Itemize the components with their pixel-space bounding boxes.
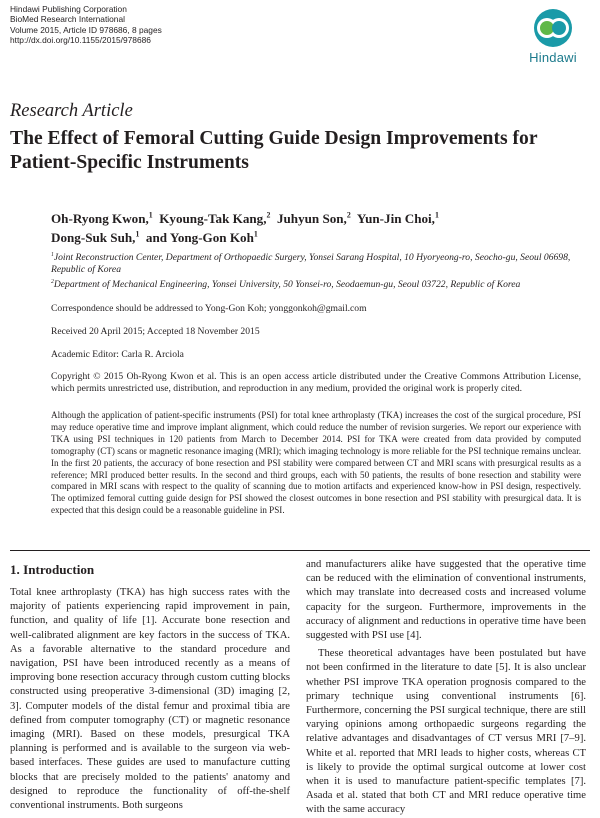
author: Kyoung-Tak Kang,$^2$ (159, 210, 271, 226)
affiliations (51, 252, 571, 295)
doi-link[interactable]: http://dx.doi.org/10.1155/2015/978686 (10, 35, 151, 46)
paragraph: These theoretical advantages have been postulated but have not been confirmed in the literature to date [5]. It is also unclear whether PSI improve TKA operation prognosis compared to the primary technique using conventional instruments [6]. Furthermore, concerning the PSI surgical technique, there are still varying opinions among orthopaedic surgeons regarding the relative advantages and disadvantages of CT versus MRI [7–9]. White et al. reported that MRI leads to higher costs, whereas CT is likely to provide the optimal surgical outcome at lower cost when it is used to manufacture patient-specific templates [7]. Asada et al. stated that both CT and MRI reduce operative time with the same accuracy (306, 648, 586, 816)
publication-info (10, 4, 162, 46)
author: and Yong-Gon Koh$^1$ (145, 229, 258, 245)
journal-name: BioMed Research International (10, 14, 125, 25)
author: Juhyun Son,$^2$ (276, 210, 351, 226)
copyright-notice: Copyright © 2015 Oh-Ryong Kwon et al. This is an open access article distributed under the Creative Commons Attribution License, which permits unrestricted use, distribution, and reproduction in any medium, provided the original work is properly cited. (51, 371, 581, 395)
paper-title: The Effect of Femoral Cutting Guide Design Improvements for Patient-Specific Instruments (10, 128, 538, 173)
left-column (10, 586, 290, 813)
right-column (306, 558, 586, 818)
author-list (51, 209, 571, 247)
article-type: Research Article (10, 101, 133, 121)
affiliation: $^2$Department of Mechanical Engineering, Yonsei University, 50 Yonsei-ro, Seodaemun-gu, Seoul 03722, Republic of Korea (51, 279, 521, 291)
author: Dong-Suk Suh,$^1$ (51, 229, 140, 245)
academic-editor: Academic Editor: Carla R. Arciola (51, 349, 184, 360)
paragraph: Total knee arthroplasty (TKA) has high success rates with the majority of patients experiencing rapid improvement in pain, function, and quality of life [1]. Accurate bone resection and well-calibrated alignment are key factors in the success of TKA. As a favorable alternative to the standard procedure and navigation, PSI have been introduced recently as a means of improving bone resection accuracy through custom cutting blocks constructed using preoperative 3-dimensional (3D) imaging [2, 3]. Computer models of the distal femur and proximal tibia are defined from computer tomography (CT) or magnetic resonance imaging (MRI). Based on these models, presurgical TKA planning is performed and is available to the surgeon via web-based interfaces. These guides are used to manufacture cutting blocks that are precisely molded to the patients' anatomy and designed to reproduce the functionality of off-the-shelf conventional instruments. Both surgeons (10, 587, 290, 812)
hindawi-logo-icon (520, 6, 586, 50)
volume-info: Volume 2015, Article ID 978686, 8 pages (10, 24, 162, 35)
paragraph: and manufacturers alike have suggested that the operative time can be reduced with the elimination of conventional instruments, which may translate into decreased costs and increased volume capacity for the surgeon. Furthermore, improvements in the accuracy of alignment and reductions in operative time have been suggested with PSI use [4]. (306, 559, 586, 642)
logo-text: Hindawi (529, 50, 577, 65)
affiliation: $^1$Joint Reconstruction Center, Department of Orthopaedic Surgery, Yonsei Sarang Hospital, 10 Hyoryeong-ro, Seocho-gu, Seoul 06698, Republic of Korea (51, 251, 571, 276)
received-dates: Received 20 April 2015; Accepted 18 November 2015 (51, 326, 260, 337)
publisher-name: Hindawi Publishing Corporation (10, 4, 127, 14)
author: Yun-Jin Choi,$^1$ (356, 210, 439, 226)
divider (10, 550, 590, 551)
author: Oh-Ryong Kwon,$^1$ (51, 210, 153, 226)
correspondence: Correspondence should be addressed to Yong-Gon Koh; yonggonkoh@gmail.com (51, 303, 367, 314)
hindawi-logo (520, 6, 586, 66)
abstract: Although the application of patient-specific instruments (PSI) for total knee arthroplasty (TKA) increases the cost of the surgical procedure, PSI may reduce operative time and improve implant alignment, which could reduce the number of revision surgeries. We report our experience with TKA using PSI techniques in 120 patients from March to December 2014. PSI for TKA were created from data provided by computed tomography (CT) scans or magnetic resonance imaging (MRI); which imaging technology is more reliable for the PSI technique remains unclear. In the first 20 patients, the accuracy of bone resection and PSI stability were compared between CT and MRI scans with presurgical results as a reference; MRI produced better results. In the second and third groups, each with 50 patients, the results of bone resection and stability were compared in MRI scans with respect to the quality of scanning due to motion artifacts and experienced know-how in PSI design, respectively. The optimized femoral cutting guide design for PSI showed the closest outcomes in bone resection and PSI stability with presurgical data. It is expected that this design could be a reasonable guideline in PSI. (51, 410, 581, 516)
section-heading: 1. Introduction (10, 562, 95, 577)
